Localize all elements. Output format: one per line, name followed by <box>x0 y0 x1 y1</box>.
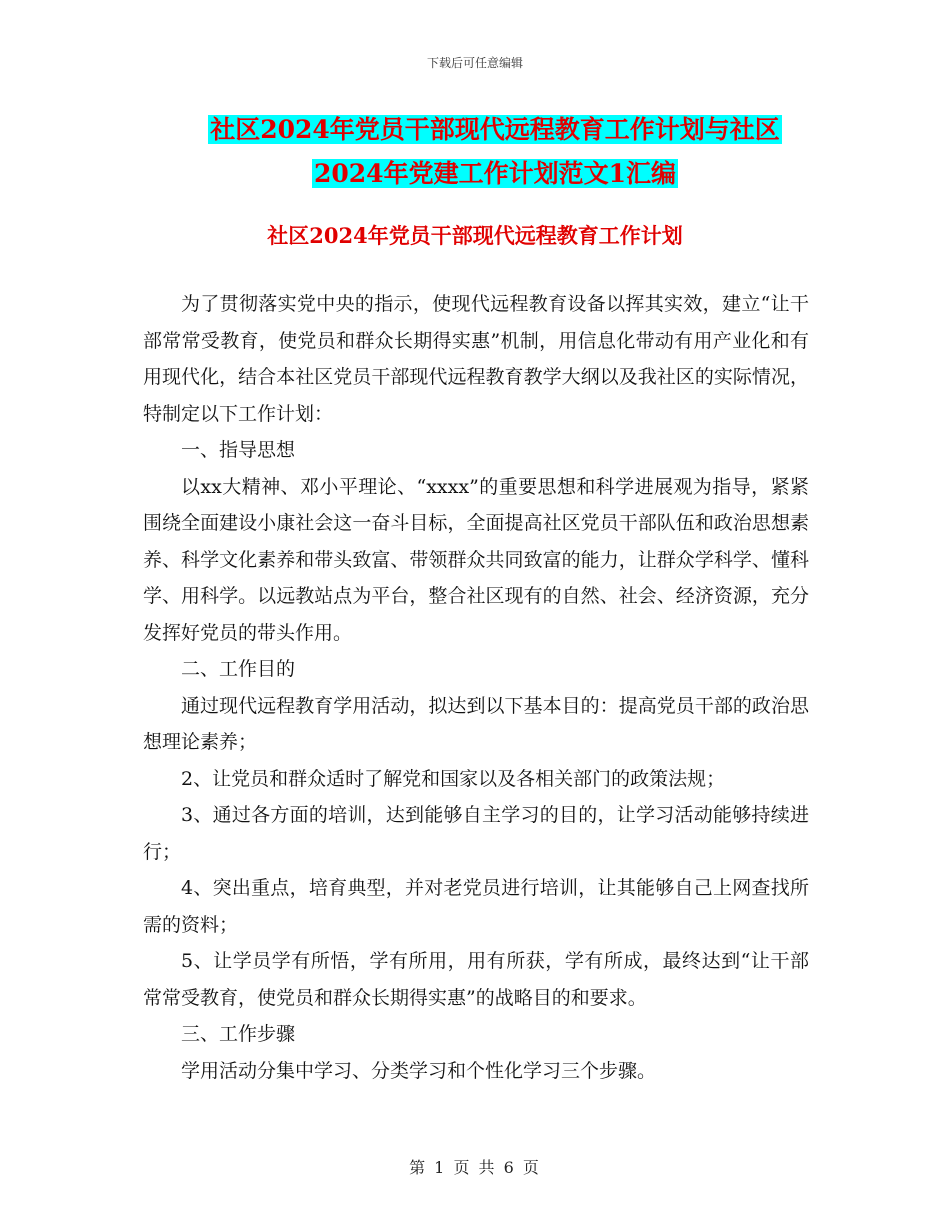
section-heading: 二、工作目的 <box>181 658 296 680</box>
title-line-2: 2024年党建工作计划范文1汇编 <box>314 159 676 188</box>
paragraph: 学用活动分集中学习、分类学习和个性化学习三个步骤。 <box>181 1059 657 1082</box>
title-line-1: 社区2024年党员干部现代远程教育工作计划与社区 <box>210 115 780 144</box>
paragraph: 为了贯彻落实党中央的指示，使现代远程教育设备以挥其实效，建立“让干部常常受教育，使党员和群众长期得实惠”机制，用信息化带动有用产业化和有用现代化，结合本社区党员干部现代远程教育教学大纲以及我社区的实际情况，特制定以下工作计划： <box>143 293 809 425</box>
body-text <box>143 286 809 1089</box>
document-title <box>150 108 840 196</box>
section-heading: 一、指导思想 <box>181 439 296 461</box>
list-item: 5、让学员学有所悟，学有所用，用有所获，学有所成，最终达到“让干部常常受教育，使党员和群众长期得实惠”的战略目的和要求。 <box>143 950 809 1009</box>
list-item: 2、让党员和群众适时了解党和国家以及各相关部门的政策法规； <box>181 767 726 790</box>
section-title: 社区2024年党员干部现代远程教育工作计划 <box>267 223 683 248</box>
page-footer: 第 1 页 共 6 页 <box>409 1158 541 1177</box>
list-item: 4、突出重点，培育典型，并对老党员进行培训，让其能够自己上网查找所需的资料； <box>143 877 809 936</box>
paragraph: 以xx大精神、邓小平理论、“xxxx”的重要思想和科学进展观为指导，紧紧围绕全面建设小康社会这一奋斗目标，全面提高社区党员干部队伍和政治思想素养、科学文化素养和带头致富、带领群众共同致富的能力，让群众学科学、懂科学、用科学。以远教站点为平台，整合社区现有的自然、社会、经济资源，充分发挥好党员的带头作用。 <box>143 475 809 644</box>
header-note: 下载后可任意编辑 <box>426 56 523 70</box>
list-item: 3、通过各方面的培训，达到能够自主学习的目的，让学习活动能够持续进行； <box>143 804 809 863</box>
paragraph: 通过现代远程教育学用活动，拟达到以下基本目的：提高党员干部的政治思想理论素养； <box>143 694 809 753</box>
section-heading: 三、工作步骤 <box>181 1023 296 1045</box>
